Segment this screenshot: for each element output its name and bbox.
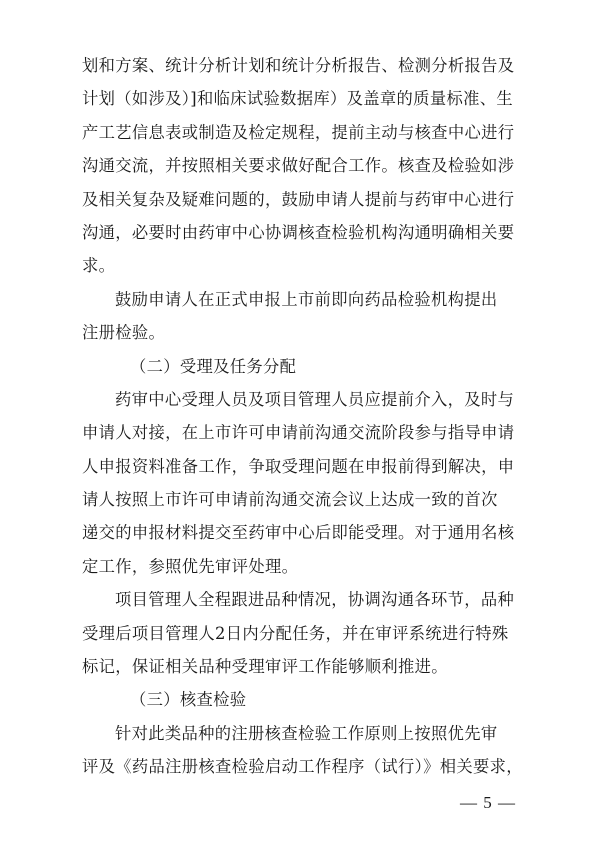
- text-line: 申请人对接，在上市许可申请前沟通交流阶段参与指导申请: [82, 423, 515, 443]
- section-heading-inspection: （三）核查检验: [130, 690, 247, 710]
- text-line: 标记，保证相关品种受理审评工作能够顺利推进。: [82, 657, 448, 677]
- page-number: — 5 —: [460, 793, 516, 812]
- text-line: 人申报资料准备工作，争取受理问题在申报前得到解决，申: [82, 456, 515, 476]
- text-line: 产工艺信息表或制造及检定规程，提前主动与核查中心进行: [82, 122, 515, 142]
- text-line: 评及《药品注册核查检验启动工作程序（试行）》相关要求，: [82, 757, 523, 777]
- text-line: 沟通交流，并按照相关要求做好配合工作。核查及检验如涉: [82, 156, 515, 176]
- paragraph-start-line: 项目管理人全程跟进品种情况，协调沟通各环节，品种: [115, 590, 515, 610]
- text-line: 定工作，参照优先审评处理。: [82, 556, 299, 576]
- text-line: 求。: [82, 256, 116, 276]
- paragraph-start-line: 鼓励申请人在正式申报上市前即向药品检验机构提出: [115, 289, 498, 309]
- paragraph-start-line: 针对此类品种的注册核查检验工作原则上按照优先审: [115, 723, 498, 743]
- text-line: 注册检验。: [82, 323, 166, 343]
- body-text: [82, 49, 522, 784]
- text-line: 及相关复杂及疑难问题的，鼓励申请人提前与药审中心进行: [82, 189, 515, 209]
- text-line: 计划（如涉及）]和临床试验数据库）及盖章的质量标准、生: [82, 89, 513, 109]
- text-line: 沟通，必要时由药审中心协调核查检验机构沟通明确相关要: [82, 222, 515, 242]
- text-line: 递交的申报材料提交至药审中心后即能受理。对于通用名核: [82, 523, 515, 543]
- section-heading-acceptance: （二）受理及任务分配: [130, 356, 297, 376]
- paragraph-start-line: 药审中心受理人员及项目管理人员应提前介入，及时与: [115, 389, 515, 409]
- text-line: 请人按照上市许可申请前沟通交流会议上达成一致的首次: [82, 490, 498, 510]
- text-line: 划和方案、统计分析计划和统计分析报告、检测分析报告及: [82, 56, 515, 75]
- text-line: 受理后项目管理人2日内分配任务，并在审评系统进行特殊: [82, 623, 509, 643]
